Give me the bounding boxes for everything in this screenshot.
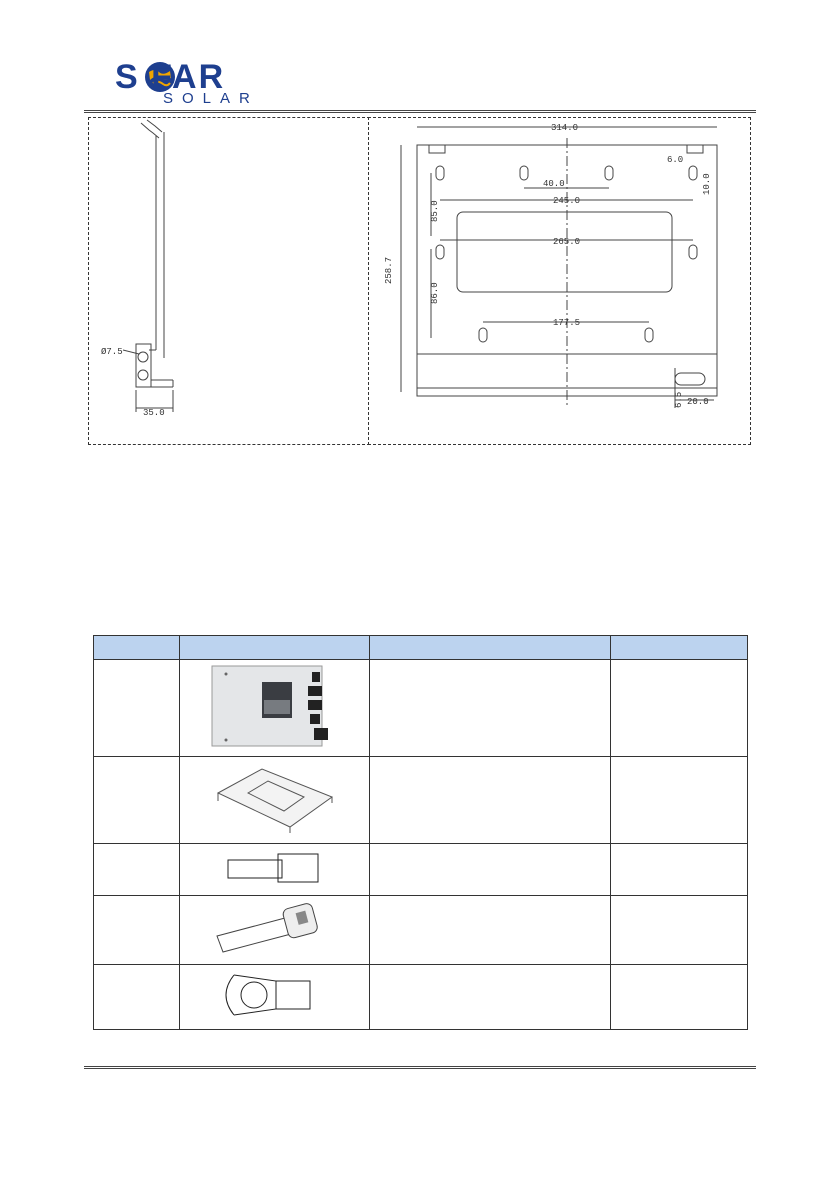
row-label	[94, 896, 180, 965]
row-quantity	[610, 660, 747, 757]
row-label	[94, 965, 180, 1030]
header-rule	[84, 110, 756, 113]
logo-subtext: SOLAR	[163, 90, 259, 107]
row-name	[370, 965, 611, 1030]
width-dim-label: 35.0	[143, 408, 165, 418]
table-row	[94, 896, 748, 965]
table-header-cell	[179, 636, 370, 660]
hole-diameter-label: Ø7.5	[101, 347, 123, 357]
dim-85-0: 85.0	[430, 200, 440, 222]
row-label	[94, 660, 180, 757]
table-header-cell	[94, 636, 180, 660]
row-name	[370, 757, 611, 844]
wall-bracket-icon	[204, 761, 344, 835]
row-name	[370, 896, 611, 965]
row-quantity	[610, 896, 747, 965]
row-illustration	[179, 660, 370, 757]
dim-6-0: 6.0	[667, 155, 684, 165]
dim-245-0: 245.0	[553, 196, 581, 206]
bracket-side-drawing	[89, 118, 369, 444]
row-label	[94, 844, 180, 896]
cord-end-terminal-icon	[224, 850, 324, 884]
row-illustration	[179, 757, 370, 844]
footer-rule	[84, 1066, 756, 1069]
dim-265-0: 265.0	[553, 237, 581, 247]
table-header-cell	[370, 636, 611, 660]
dim-overall-height: 258.7	[384, 256, 394, 284]
row-illustration	[179, 896, 370, 965]
table-row	[94, 844, 748, 896]
dim-86-0: 86.0	[430, 282, 440, 304]
row-quantity	[610, 844, 747, 896]
logo-text: S FAR	[115, 58, 226, 96]
dim-overall-width: 314.0	[551, 123, 579, 133]
table-row	[94, 660, 748, 757]
dim-177-5: 177.5	[553, 318, 581, 328]
dim-40-0: 40.0	[543, 179, 565, 189]
row-name	[370, 844, 611, 896]
parts-table	[93, 635, 748, 1030]
dim-6-5: 6.5	[674, 391, 684, 408]
bracket-front-view	[368, 117, 751, 445]
bracket-side-view	[88, 117, 370, 445]
table-header-row	[94, 636, 748, 660]
sofar-logo	[115, 60, 305, 108]
row-quantity	[610, 757, 747, 844]
table-row	[94, 757, 748, 844]
table-header-cell	[610, 636, 747, 660]
row-illustration	[179, 965, 370, 1030]
dim-20-0: 20.0	[687, 397, 709, 407]
inverter-icon	[204, 662, 344, 750]
ring-terminal-icon	[214, 969, 334, 1021]
table-row	[94, 965, 748, 1030]
expansion-bolt-icon	[209, 900, 339, 956]
row-illustration	[179, 844, 370, 896]
row-label	[94, 757, 180, 844]
bracket-front-drawing	[369, 118, 750, 444]
row-quantity	[610, 965, 747, 1030]
dim-10-0: 10.0	[702, 173, 712, 195]
row-name	[370, 660, 611, 757]
